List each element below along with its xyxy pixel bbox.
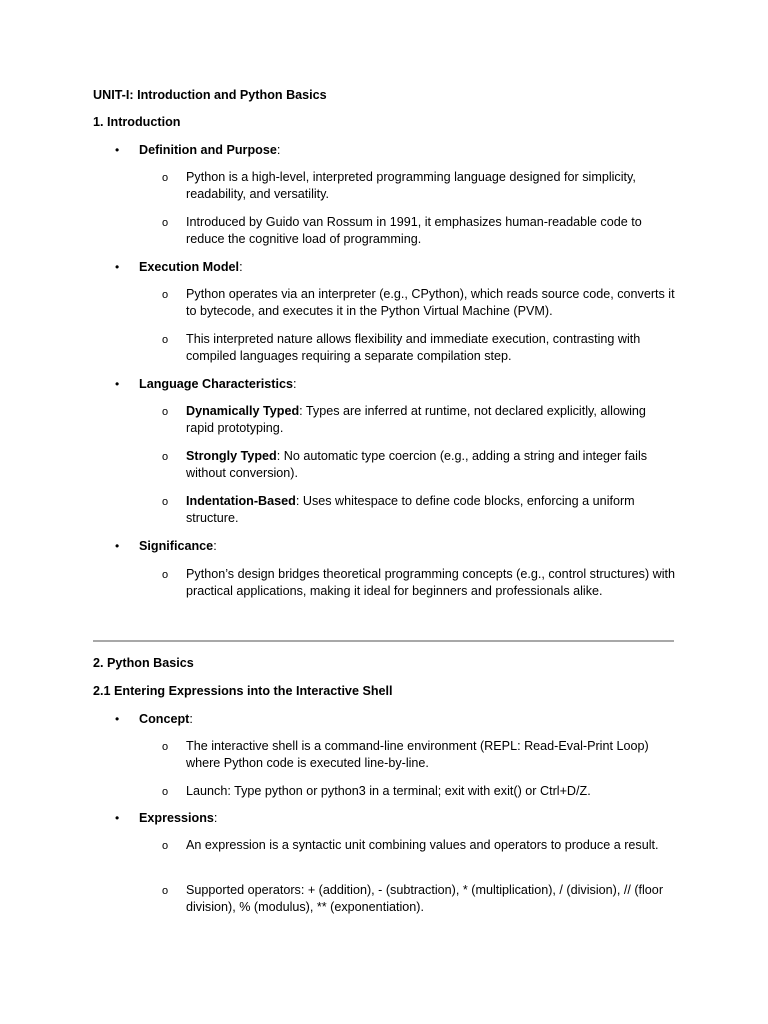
colon: : bbox=[276, 143, 281, 157]
section-divider bbox=[93, 640, 674, 642]
colon: : bbox=[213, 539, 217, 553]
colon: : bbox=[239, 260, 243, 274]
bullet-label: Expressions bbox=[139, 811, 214, 825]
sub-bullet: o bbox=[162, 172, 169, 184]
colon: : bbox=[292, 377, 297, 391]
paragraph-concept-1: The interactive shell is a command-line environment (REPL: Read-Eval-Print Loop) where Python code is executed line-by-line. bbox=[186, 739, 649, 771]
bullet-execution-model bbox=[139, 259, 699, 276]
sub-bullet: o bbox=[162, 289, 169, 301]
sub-bullet: o bbox=[162, 786, 169, 798]
bullet: • bbox=[115, 712, 120, 726]
term: Indentation-Based bbox=[186, 494, 296, 508]
sub-bullet: o bbox=[162, 885, 169, 897]
paragraph-expressions-2: Supported operators: + (addition), - (subtraction), * (multiplication), / (division), // (floor division), % (modulus), ** (exponentiation). bbox=[186, 883, 664, 915]
bullet-language-characteristics bbox=[139, 376, 699, 393]
sub-bullet: o bbox=[162, 406, 169, 418]
sub-bullet: o bbox=[162, 217, 169, 229]
paragraph-execution-2: This interpreted nature allows flexibility and immediate execution, contrasting with compiled languages requiring a separate compilation step. bbox=[186, 332, 641, 364]
paragraph-definition-2: Introduced by Guido van Rossum in 1991, it emphasizes human-readable code to reduce the cognitive load of programming. bbox=[186, 215, 642, 247]
subsection-heading-interactive-shell: 2.1 Entering Expressions into the Interactive Shell bbox=[93, 684, 393, 698]
term-description: : No automatic type coercion (e.g., adding a string and integer fails without conversion). bbox=[186, 449, 648, 481]
bullet-label: Significance bbox=[139, 539, 214, 553]
bullet-significance bbox=[139, 538, 699, 555]
bullet-label: Execution Model bbox=[139, 260, 240, 274]
paragraph-definition-1: Python is a high-level, interpreted programming language designed for simplicity, readability, and versatility. bbox=[186, 170, 636, 202]
bullet: • bbox=[115, 143, 120, 157]
paragraph-strongly-typed bbox=[186, 448, 676, 483]
sub-bullet: o bbox=[162, 569, 169, 581]
unit-title: UNIT-I: Introduction and Python Basics bbox=[93, 88, 327, 102]
bullet-label: Definition and Purpose bbox=[139, 143, 277, 157]
section-heading-introduction: 1. Introduction bbox=[93, 115, 181, 129]
bullet: • bbox=[115, 811, 120, 825]
sub-bullet: o bbox=[162, 334, 169, 346]
section-heading-python-basics: 2. Python Basics bbox=[93, 656, 194, 670]
term: Dynamically Typed bbox=[186, 404, 300, 418]
paragraph-concept-2: Launch: Type python or python3 in a terminal; exit with exit() or Ctrl+D/Z. bbox=[186, 784, 591, 798]
term-description: : Uses whitespace to define code blocks, enforcing a uniform structure. bbox=[186, 494, 635, 526]
colon: : bbox=[213, 811, 218, 825]
bullet-expressions bbox=[139, 810, 699, 827]
sub-bullet: o bbox=[162, 496, 169, 508]
bullet-definition-and-purpose bbox=[139, 142, 699, 159]
bullet: • bbox=[115, 260, 120, 274]
paragraph-significance: Python’s design bridges theoretical programming concepts (e.g., control structures) with practical applications, making it ideal for beginners and professionals alike. bbox=[186, 567, 676, 599]
bullet-label: Language Characteristics bbox=[139, 377, 293, 391]
sub-bullet: o bbox=[162, 451, 169, 463]
paragraph-dynamically-typed bbox=[186, 403, 676, 438]
paragraph-indentation-based bbox=[186, 493, 676, 528]
colon: : bbox=[189, 712, 193, 726]
term: Strongly Typed bbox=[186, 449, 277, 463]
sub-bullet: o bbox=[162, 741, 169, 753]
term-description: : Types are inferred at runtime, not declared explicitly, allowing rapid prototyping. bbox=[186, 404, 646, 436]
bullet: • bbox=[115, 377, 120, 391]
paragraph-execution-1: Python operates via an interpreter (e.g., CPython), which reads source code, converts it to bytecode, and executes it in the Python Virtual Machine (PVM). bbox=[186, 287, 675, 319]
bullet-concept bbox=[139, 711, 699, 728]
bullet: • bbox=[115, 539, 120, 553]
sub-bullet: o bbox=[162, 840, 169, 852]
paragraph-expressions-1: An expression is a syntactic unit combining values and operators to produce a result. bbox=[186, 838, 659, 852]
bullet-label: Concept bbox=[139, 712, 190, 726]
